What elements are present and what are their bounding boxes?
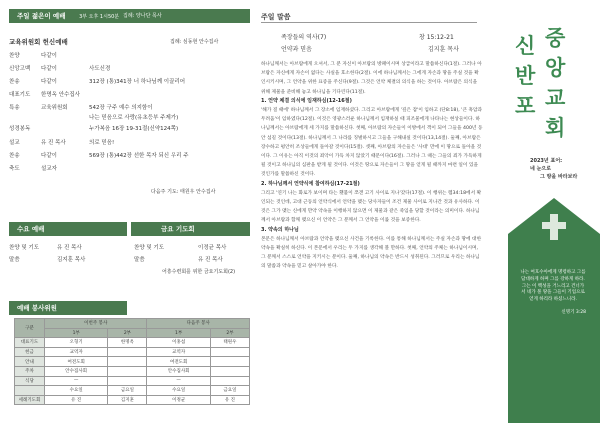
- order-row-label: 신앙고백: [9, 66, 31, 72]
- fri-header: [131, 222, 250, 236]
- order-row: [9, 103, 153, 111]
- schedule-cell: 안수집사회: [147, 366, 210, 376]
- schedule-cell: [15, 386, 45, 396]
- schedule-cell: 안수집사회: [45, 366, 108, 376]
- schedule-cell: 교역자: [147, 347, 210, 357]
- order-row-label: 축도: [9, 166, 20, 172]
- church-name-char: 포: [515, 94, 536, 118]
- schedule-row: [15, 357, 250, 367]
- schedule-cell: 금요일: [108, 386, 147, 396]
- schedule-cell: 주차: [15, 366, 45, 376]
- schedule-cell: 이홍섭: [147, 338, 210, 348]
- schedule-cell: 한명옥: [108, 338, 147, 348]
- schedule-cell: 태원우: [210, 338, 249, 348]
- schedule-head-kind: 구분: [15, 319, 45, 338]
- schedule-row: [15, 376, 250, 386]
- schedule-cell: 여전도회: [147, 357, 210, 367]
- schedule-sub: 2부: [108, 328, 147, 338]
- order-row-detail: 312장 (통)341장 너 하나님께 이끌리어: [89, 79, 186, 85]
- motto-line-3: 그 땅을 바라보라: [540, 174, 578, 180]
- schedule-cell: 금요일: [210, 386, 249, 396]
- order-row-person: 다같이: [41, 79, 57, 85]
- church-name-char: 반: [515, 64, 536, 88]
- schedule-cell: —: [45, 376, 108, 386]
- schedule-row: [15, 366, 250, 376]
- offering-prayer: 다음주 기도: 태원우 안수집사: [151, 189, 216, 195]
- worship-header-leader: 집례: 양나단 목사: [123, 13, 162, 19]
- order-row: [9, 64, 110, 72]
- left-column: [0, 0, 252, 423]
- order-row: [9, 90, 89, 98]
- schedule-cell: [108, 376, 147, 386]
- fri-row-2: 말씀 유 진 목사: [134, 257, 223, 263]
- church-name-char: 신: [515, 34, 536, 58]
- fri-note: 어흥수련회를 위한 금요기도회(2): [162, 269, 236, 275]
- order-row: [9, 138, 114, 146]
- schedule-cell: 오형기: [45, 338, 108, 348]
- order-row-label: 찬양: [9, 53, 20, 59]
- order-row: [9, 51, 89, 59]
- schedule-cell: 수요일: [45, 386, 108, 396]
- schedule-cell: [210, 357, 249, 367]
- wed-row-1: 찬양 및 기도 유 진 목사: [9, 245, 82, 251]
- schedule-row: [15, 386, 250, 396]
- sermon-title: 족장들의 역사(7): [281, 34, 327, 41]
- church-name-char: 앙: [545, 56, 566, 80]
- point-3-heading: 3. 약속의 하나님: [261, 226, 299, 233]
- order-row-person: 다같이: [41, 66, 57, 72]
- order-row: [9, 113, 178, 121]
- worship-header-time: 3부 오후 1시50분: [79, 14, 120, 20]
- schedule-cell: 교역자: [45, 347, 108, 357]
- order-row-person: 설교자: [41, 166, 57, 172]
- schedule-cell: 유 진: [210, 395, 249, 405]
- order-row-label: 찬송: [9, 79, 20, 85]
- order-row-label: 성경봉독: [9, 126, 31, 132]
- order-row-label: 특송: [9, 105, 20, 111]
- schedule-cell: 김지훈: [108, 395, 147, 405]
- worship-header: [9, 9, 250, 23]
- schedule-cell: [210, 376, 249, 386]
- sermon-column: [255, 0, 481, 423]
- cover-verse: [520, 270, 586, 317]
- schedule-cell: [210, 366, 249, 376]
- schedule-cell: 식당: [15, 376, 45, 386]
- order-row-person: 교육위원회: [41, 105, 68, 111]
- schedule-cell: 유 진: [45, 395, 108, 405]
- motto-line-2: 네 눈으로: [530, 166, 552, 172]
- motto-line-1: 2023년 표어:: [530, 158, 563, 164]
- section1-title: 교육위원회 헌신예배: [9, 38, 68, 46]
- order-row-person: 유 진 목사: [41, 140, 66, 146]
- order-row-detail: 542장 구주 예수 의지함이: [89, 105, 153, 111]
- order-row: [9, 77, 185, 85]
- schedule-cell: 여전도회: [45, 357, 108, 367]
- schedule-cell: 세례기도회: [15, 395, 45, 405]
- order-row-label: 대표기도: [9, 92, 31, 98]
- schedule-cell: 수요일: [147, 386, 210, 396]
- worship-header-title: 주일 젊은이 예배: [17, 12, 66, 20]
- schedule-cell: 안내: [15, 357, 45, 367]
- verse-text: 나는 여호수아에게 명령하고 그를 담대하게 하며 그를 강하게 하라. 그는 이 백성을 거느리고 건너가서 네가 볼 땅을 그들이 기업으로 얻게 하리라 하셨느니라.: [520, 270, 586, 303]
- verse-ref: 신명기 3:28: [561, 309, 586, 315]
- order-row: [9, 164, 89, 172]
- schedule-row: [15, 347, 250, 357]
- schedule-sub: 2부: [210, 328, 249, 338]
- sermon-body: [261, 60, 483, 420]
- order-row-label: 설교: [9, 140, 20, 146]
- point-1-heading: 1. 언약 체결 의식에 임재하심(12-16절): [261, 97, 352, 104]
- schedule-cell: 헌금: [15, 347, 45, 357]
- wed-title: 수요 예배: [17, 225, 45, 233]
- schedule-cell: [108, 366, 147, 376]
- order-row-person: 다같이: [41, 153, 57, 159]
- order-row-detail: 누가복음 16장 19-31절(신약124쪽): [89, 126, 179, 132]
- schedule-cell: 이정균: [147, 395, 210, 405]
- church-name-char: 중: [545, 26, 566, 50]
- point-1-paragraph: '해가 질 때에' 하나님께서 그 장소에 임재하셨다. 그리고 아브람에게 '깊은 잠'이 임하고 (단8:18), '큰 흑암과 두려움'이 임하였다(12절). 이것은 영광스러운 하나님께서 임재하실 때 피조물에게 나타나는 현상들이다. 하나님께서는 아브람에게 세 가지를 말씀하신다. 첫째, 아브람의 자손들이 이방에서 객이 되어 그들을 400년 동안 섬길 것이다(13절). 하나님께서 그 나라를 징벌하시고 그들을 구해내실 것이다(13,14절). 둘째, 아브람은 장수하고 평안히 조상들에게 돌아갈 것이다(15절). 셋째, 아브람의 자손들은 '사대' 만에 이 땅으로 돌아올 것이다. 그 이유는 아직 이것의 죄악이 가득 차지 않았기 때문이다(16절). 그러나 그 때는 그들의 죄가 가득하게 될 것이고 하나님의 심판을 받게 될 것이다. 이것은 땅으로 자손들이 그 땅을 얻게 될 때까지 마련 일이 있을 것인가를 말씀하신 것이다.: [261, 108, 483, 178]
- schedule-cell: 대표기도: [15, 338, 45, 348]
- preacher: 김지훈 목사: [428, 46, 459, 53]
- schedule-cell: —: [147, 376, 210, 386]
- schedule-row: [15, 395, 250, 405]
- order-row: [9, 124, 178, 132]
- wed-row-2: 말씀 김지훈 목사: [9, 257, 86, 263]
- sermon-section-title: 주일 말씀: [261, 13, 291, 21]
- order-row-label: 찬송: [9, 153, 20, 159]
- intro-paragraph: 하나님께서는 아브람에게 오셔서, 그 분 자신이 아브람의 방패이시며 상급이라고 말씀하신다(1절). 그러나 아브람은 자신에게 자손이 없다는 사실을 호소한다(2절). 이에 하나님께서는 그에게 자손과 땅을 주실 것을 확인시키시며, 그 언약을 위한 표증을 주신다(9절). 그것은 언약 체결의 의식을 하는 것이다. 아브람은 의식을 위해 제물을 준비해 놓고 하나님을 기다린다(11절).: [261, 62, 482, 95]
- church-name-char: 교: [545, 86, 566, 110]
- point-2-paragraph: 그리고 '연기 나는 화로가 보이며 타는 횃불이 쪼갠 고기 사이로 지나'갔다(17절). 이 행위는 렘34:18에서 확인되는 것인데, 고대 근동의 언약식에서 언약을 맺는 당사자들이 조건 제물 사이로 지나간 것과 유사하다. 이것은 그가 맺는 신에게 만약 약속을 이행하지 않으면 이 제물과 같은 죽임을 당할 것이라는 의미이다. 하나님께서 아브람과 함께 맺으신 이 언약은 그 분께서 그 언약을 이룰 것을 보증한다.: [261, 190, 482, 224]
- order-row-detail: 의로 믿음!: [89, 140, 115, 146]
- schedule-header: [9, 301, 127, 315]
- order-row-detail: 569장 (통)442장 선한 목자 되신 우리 주: [89, 153, 189, 159]
- title-divider: [261, 22, 477, 23]
- wed-header: [9, 222, 127, 236]
- order-row: [9, 151, 189, 159]
- schedule-title: 예배 봉사위원: [17, 304, 57, 312]
- order-row-detail: 사도신경: [89, 66, 111, 72]
- schedule-cell: [108, 347, 147, 357]
- order-row-person: 한명옥 안수집사: [41, 92, 80, 98]
- schedule-head-this: 이번주 봉사: [45, 319, 147, 329]
- schedule-sub: 1부: [147, 328, 210, 338]
- section1-leader: 집례: 심동현 안수집사: [170, 39, 219, 45]
- schedule-table: [14, 318, 250, 405]
- sermon-sub: 언약과 믿음: [281, 46, 312, 53]
- point-3-paragraph: 본문은 하나님께서 아브람과 언약을 맺으신 사건을 기록한다. 이를 통해 하나님께서는 주실 자손과 땅에 대한 약속을 확실히 하신다. 이 본문에서 우리는 두 가지를 생각해 볼 만하다. 첫째, 언약의 주체는 하나님이시며, 그 분께서 스스로 언약을 지키시는 분이다. 둘째, 하나님의 약속은 반드시 성취된다. 그러므로 우리는 하나님의 말씀과 약속을 믿고 살아가야 한다.: [261, 236, 482, 270]
- point-2-heading: 2. 하나님께서 언약식에 참여하심(17-21절): [261, 180, 360, 187]
- order-row-detail: 나는 믿음으로 사랑(유초등부 주제가): [89, 115, 179, 121]
- schedule-cell: [108, 357, 147, 367]
- schedule-cell: [210, 347, 249, 357]
- order-row-person: 다같이: [41, 53, 57, 59]
- schedule-head-next: 다음주 봉사: [147, 319, 250, 329]
- fri-title: 금요 기도회: [161, 225, 195, 233]
- fri-row-1: 찬양 및 기도 이정균 목사: [134, 245, 227, 251]
- schedule-row: [15, 338, 250, 348]
- sermon-ref: 창 15:12-21: [419, 34, 454, 41]
- schedule-sub: 1부: [45, 328, 108, 338]
- church-name-char: 회: [545, 116, 566, 140]
